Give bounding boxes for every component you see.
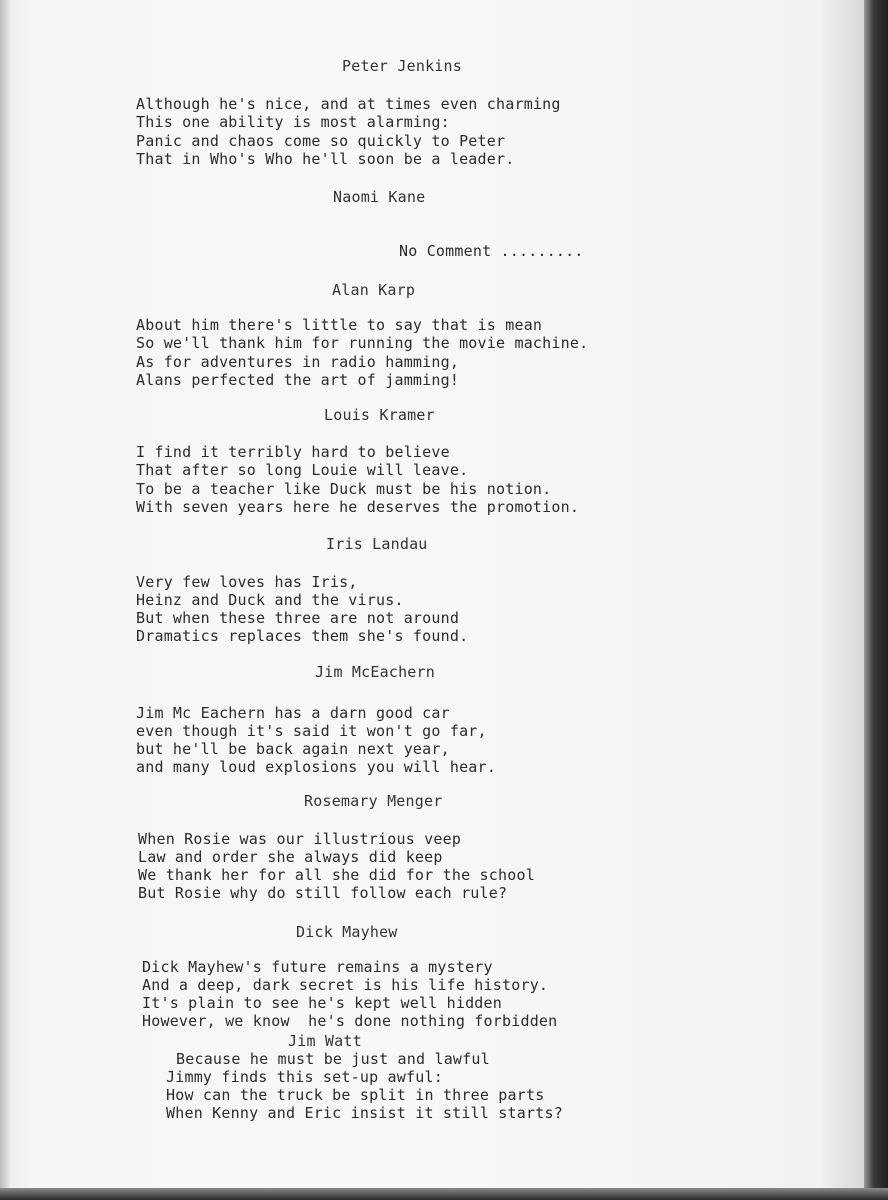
verse-line: It's plain to see he's kept well hidden — [142, 994, 502, 1012]
verse-line: However, we know he's done nothing forbidden — [142, 1012, 558, 1030]
verse-line: How can the truck be split in three parts — [166, 1086, 545, 1104]
verse-line: This one ability is most alarming: — [136, 113, 450, 131]
heading-rosemary-menger: Rosemary Menger — [304, 792, 443, 810]
heading-louis-kramer: Louis Kramer — [324, 406, 435, 424]
heading-alan-karp: Alan Karp — [332, 281, 416, 299]
verse-line: But when these three are not around — [136, 609, 460, 627]
verse-line: And a deep, dark secret is his life history. — [142, 976, 549, 994]
verse-line: So we'll thank him for running the movie machine. — [136, 334, 589, 352]
page-binding-shadow — [0, 0, 10, 1188]
verse-line: About him there's little to say that is mean — [136, 316, 543, 334]
verse-line: Dramatics replaces them she's found. — [136, 627, 469, 645]
verse-line: We thank her for all she did for the school — [138, 866, 535, 884]
verse-line: Heinz and Duck and the virus. — [136, 591, 404, 609]
verse-line: I find it terribly hard to believe — [136, 443, 450, 461]
verse-line: As for adventures in radio hamming, — [136, 353, 460, 371]
heading-jim-mceachern: Jim McEachern — [315, 663, 435, 681]
verse-line: and many loud explosions you will hear. — [136, 758, 496, 776]
verse-line: Law and order she always did keep — [138, 848, 443, 866]
verse-line: Dick Mayhew's future remains a mystery — [142, 958, 493, 976]
verse-line: even though it's said it won't go far, — [136, 722, 487, 740]
page-edge-shadow — [864, 0, 888, 1200]
verse-line: Jimmy finds this set-up awful: — [166, 1068, 443, 1086]
verse-line: That after so long Louie will leave. — [136, 461, 469, 479]
heading-peter-jenkins: Peter Jenkins — [342, 57, 462, 75]
page-bottom-shadow — [0, 1188, 888, 1200]
verse-line: That in Who's Who he'll soon be a leader. — [136, 150, 515, 168]
heading-iris-landau: Iris Landau — [326, 535, 428, 553]
verse-line: Very few loves has Iris, — [136, 573, 358, 591]
heading-dick-mayhew: Dick Mayhew — [296, 923, 398, 941]
verse-line: But Rosie why do still follow each rule? — [138, 884, 508, 902]
verse-line: To be a teacher like Duck must be his notion. — [136, 480, 552, 498]
verse-line: Although he's nice, and at times even charming — [136, 95, 561, 113]
verse-line: When Rosie was our illustrious veep — [138, 830, 462, 848]
verse-line: Jim Mc Eachern has a darn good car — [136, 704, 450, 722]
verse-line: Panic and chaos come so quickly to Peter — [136, 132, 506, 150]
verse-line: Alans perfected the art of jamming! — [136, 371, 460, 389]
verse-line: When Kenny and Eric insist it still starts? — [166, 1104, 563, 1122]
verse-line: Because he must be just and lawful — [176, 1050, 490, 1068]
heading-naomi-kane: Naomi Kane — [333, 188, 426, 206]
verse-line: No Comment ......... — [399, 242, 584, 260]
heading-jim-watt: Jim Watt — [288, 1032, 362, 1050]
verse-line: but he'll be back again next year, — [136, 740, 450, 758]
verse-line: With seven years here he deserves the promotion. — [136, 498, 580, 516]
